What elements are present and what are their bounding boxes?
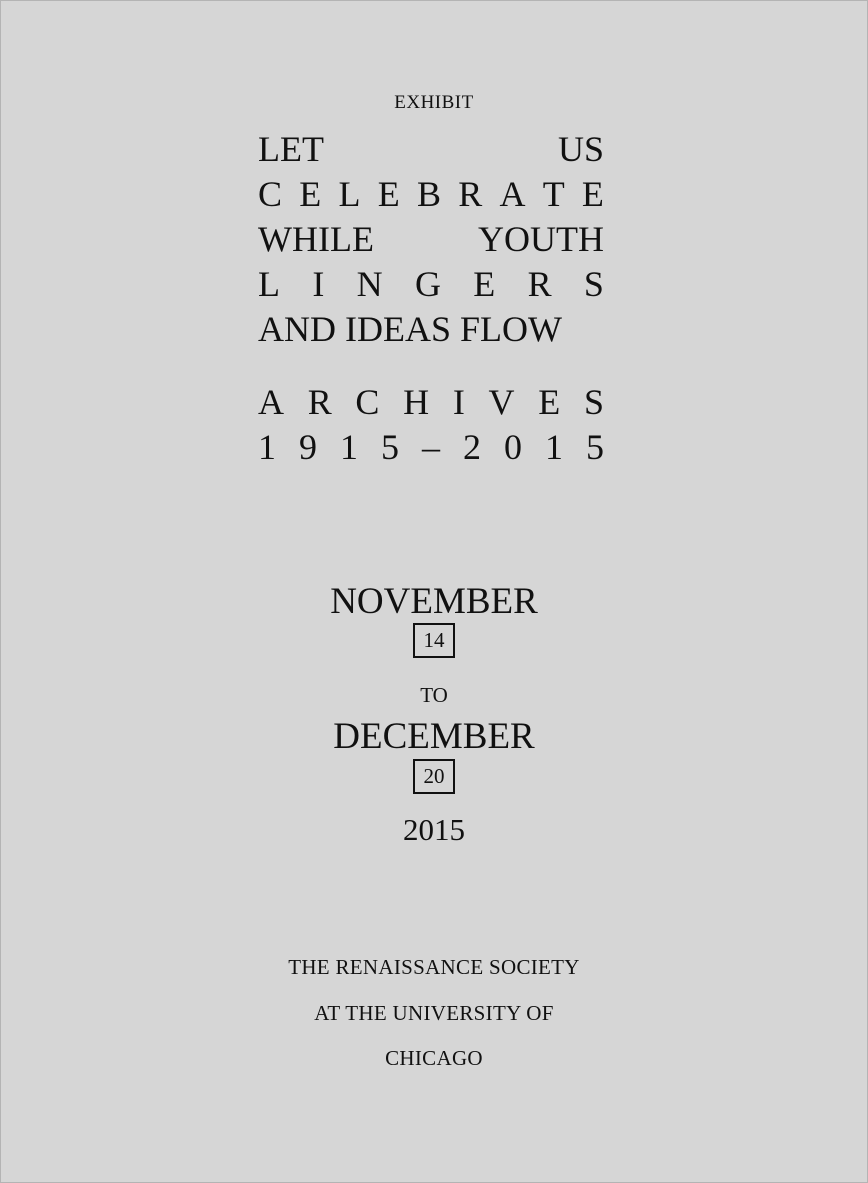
title_lines-glyph: G [414, 264, 441, 304]
title_lines-glyph: B [416, 174, 441, 214]
title_lines-glyph: US [557, 129, 604, 169]
society-line-2: AT THE UNIVERSITY OF [314, 1001, 554, 1025]
title_lines-line [258, 307, 604, 352]
archives_lines-glyph: I [452, 382, 465, 422]
archives_lines-glyph: 1 [258, 427, 276, 467]
archives_lines-glyph: 5 [381, 427, 399, 467]
end-day-wrapper [0, 759, 868, 794]
title_lines-glyph: C [258, 174, 283, 214]
title_lines-line [258, 172, 604, 217]
year-wrapper [0, 812, 868, 848]
start-day-box: 14 [413, 623, 455, 658]
archives_lines-line [258, 380, 604, 425]
title_lines-line [258, 262, 604, 307]
to-wrapper [0, 683, 868, 708]
title_lines-glyph: WHILE [258, 219, 374, 259]
to-label: TO [420, 683, 448, 707]
archives_lines-glyph: 0 [504, 427, 522, 467]
title_lines-glyph: T [542, 174, 565, 214]
year-label: 2015 [403, 812, 465, 847]
title_lines-line [258, 127, 604, 172]
title_lines-glyph: AND IDEAS FLOW [258, 309, 562, 349]
end-month-label: DECEMBER [333, 716, 535, 757]
title_lines-line [258, 217, 604, 262]
title_lines-glyph: S [583, 264, 604, 304]
archives_lines-glyph: E [538, 382, 561, 422]
society-line-1: THE RENAISSANCE SOCIETY [288, 955, 580, 979]
exhibit-title [258, 127, 604, 352]
title_lines-glyph: E [377, 174, 400, 214]
archives_lines-glyph: – [422, 427, 440, 467]
title_lines-glyph: LET [258, 129, 324, 169]
title_lines-glyph: E [299, 174, 322, 214]
title_lines-glyph: A [499, 174, 526, 214]
end-month [0, 717, 868, 757]
title_lines-glyph: YOUTH [478, 219, 604, 259]
title_lines-glyph: E [581, 174, 604, 214]
archives_lines-glyph: C [355, 382, 380, 422]
archives_lines-glyph: 1 [545, 427, 563, 467]
archives_lines-glyph: A [258, 382, 284, 422]
start-month-label: NOVEMBER [330, 581, 538, 622]
archives_lines-glyph: H [403, 382, 430, 422]
archives_lines-glyph: 2 [463, 427, 481, 467]
title_lines-glyph: R [527, 264, 552, 304]
title_lines-glyph: L [338, 174, 361, 214]
end-day-box: 20 [413, 759, 455, 794]
title_lines-glyph: E [473, 264, 496, 304]
title_lines-glyph: L [258, 264, 280, 304]
exhibit-label: EXHIBIT [394, 92, 474, 113]
start-day-wrapper [0, 623, 868, 658]
archives-heading [258, 380, 604, 470]
start-month [0, 582, 868, 622]
archives_lines-glyph: R [307, 382, 332, 422]
archives_lines-glyph: 9 [299, 427, 317, 467]
society-line-3: CHICAGO [385, 1046, 483, 1070]
title_lines-glyph: I [312, 264, 325, 304]
title_lines-glyph: R [458, 174, 483, 214]
archives_lines-glyph: S [583, 382, 604, 422]
archives_lines-glyph: V [488, 382, 515, 422]
archives_lines-glyph: 5 [586, 427, 604, 467]
archives_lines-line [258, 425, 604, 470]
archives_lines-glyph: 1 [340, 427, 358, 467]
title_lines-glyph: N [356, 264, 383, 304]
